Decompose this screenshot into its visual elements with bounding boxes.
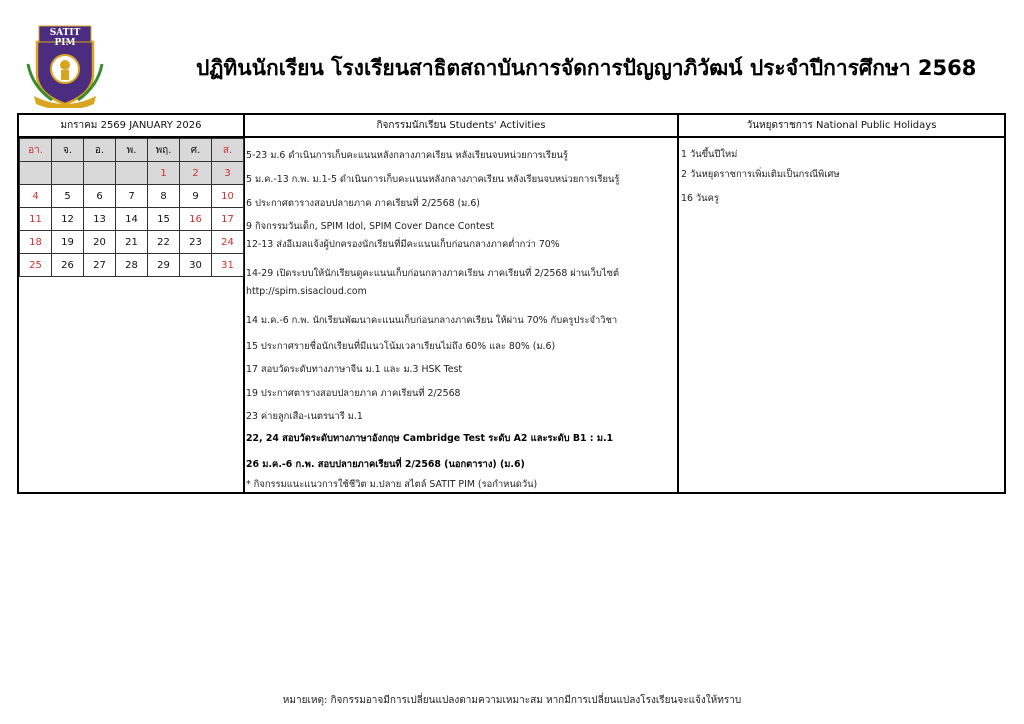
- day-cell-empty: [20, 162, 52, 185]
- day-cell: 5: [52, 185, 84, 208]
- weekday-wednesday: พ.: [116, 139, 148, 162]
- day-cell-weekend: 17: [212, 208, 244, 231]
- weekday-tuesday: อ.: [84, 139, 116, 162]
- day-cell: 30: [180, 254, 212, 277]
- week-row: [20, 254, 244, 277]
- column-divider: [677, 113, 679, 494]
- day-cell-empty: [52, 162, 84, 185]
- activity-item-bold: 26 ม.ค.-6 ก.พ. สอบปลายภาคเรียนที่ 2/2568 (นอกตาราง) (ม.6): [246, 459, 525, 470]
- weekday-sunday: อา.: [20, 139, 52, 162]
- day-cell: 9: [180, 185, 212, 208]
- holidays-header: วันหยุดราชการ National Public Holidays: [746, 120, 937, 131]
- day-cell-empty: [116, 162, 148, 185]
- day-cell: 27: [84, 254, 116, 277]
- week-row: [20, 231, 244, 254]
- day-cell: 15: [148, 208, 180, 231]
- day-cell-holiday: 16: [180, 208, 212, 231]
- activity-link: http://spim.sisacloud.com: [246, 286, 367, 297]
- day-cell: 14: [116, 208, 148, 231]
- day-cell-weekend: 3: [212, 162, 244, 185]
- activity-note: * กิจกรรมแนะแนวการใช้ชีวิต ม.ปลาย สไตล์ SATIT PIM (รอกำหนดวัน): [246, 479, 538, 490]
- day-cell-weekend: 10: [212, 185, 244, 208]
- day-cell-holiday: 1: [148, 162, 180, 185]
- activity-item: 23 ค่ายลูกเสือ-เนตรนารี ม.1: [246, 411, 363, 422]
- day-cell: 13: [84, 208, 116, 231]
- day-cell: 29: [148, 254, 180, 277]
- activity-item: 12-13 ส่งอีเมลแจ้งผู้ปกครองนักเรียนที่มีคะแนนเก็บก่อนกลางภาคต่ำกว่า 70%: [246, 239, 560, 250]
- activity-item: 6 ประกาศตารางสอบปลายภาค ภาคเรียนที่ 2/2568 (ม.6): [246, 198, 480, 209]
- day-cell-weekend: 11: [20, 208, 52, 231]
- day-cell: 19: [52, 231, 84, 254]
- day-cell: 26: [52, 254, 84, 277]
- logo-text: SATIT PIM: [49, 28, 81, 48]
- calendar-month-header: มกราคม 2569 JANUARY 2026: [60, 120, 202, 131]
- page-title: ปฏิทินนักเรียน โรงเรียนสาธิตสถาบันการจัดการปัญญาภิวัฒน์ ประจำปีการศึกษา 2568: [196, 56, 977, 80]
- day-cell: 20: [84, 231, 116, 254]
- activity-item-bold: 22, 24 สอบวัดระดับทางภาษาอังกฤษ Cambridge Test ระดับ A2 และระดับ B1 : ม.1: [246, 433, 614, 444]
- day-cell: 28: [116, 254, 148, 277]
- activity-item: 19 ประกาศตารางสอบปลายภาค ภาคเรียนที่ 2/2568: [246, 388, 461, 399]
- day-cell-weekend: 24: [212, 231, 244, 254]
- weekday-thursday: พฤ.: [148, 139, 180, 162]
- day-cell-weekend: 31: [212, 254, 244, 277]
- weekday-friday: ศ.: [180, 139, 212, 162]
- holiday-item: 1 วันขึ้นปีใหม่: [681, 149, 738, 160]
- week-row: [20, 185, 244, 208]
- day-cell: 6: [84, 185, 116, 208]
- week-row: [20, 162, 244, 185]
- day-cell-empty: [84, 162, 116, 185]
- activity-item: 5-23 ม.6 ดำเนินการเก็บคะแนนหลังกลางภาคเรียน หลังเรียนจบหน่วยการเรียนรู้: [246, 150, 568, 161]
- week-row: [20, 208, 244, 231]
- activities-header: กิจกรรมนักเรียน Students' Activities: [376, 120, 546, 131]
- day-cell: 23: [180, 231, 212, 254]
- day-cell-weekend: 25: [20, 254, 52, 277]
- holiday-item: 16 วันครู: [681, 193, 719, 204]
- day-cell: 21: [116, 231, 148, 254]
- activity-item: 17 สอบวัดระดับทางภาษาจีน ม.1 และ ม.3 HSK Test: [246, 364, 463, 375]
- activity-item: 9 กิจกรรมวันเด็ก, SPIM Idol, SPIM Cover Dance Contest: [246, 221, 495, 232]
- activity-item: 5 ม.ค.-13 ก.พ. ม.1-5 ดำเนินการเก็บคะแนนหลังกลางภาคเรียน หลังเรียนจบหน่วยการเรียนรู้: [246, 174, 620, 185]
- day-cell: 7: [116, 185, 148, 208]
- holiday-item: 2 วันหยุดราชการเพิ่มเติมเป็นกรณีพิเศษ: [681, 169, 840, 180]
- day-cell-weekend: 4: [20, 185, 52, 208]
- activity-item: 15 ประกาศรายชื่อนักเรียนที่มีแนวโน้มเวลาเรียนไม่ถึง 60% และ 80% (ม.6): [246, 341, 556, 352]
- day-cell: 12: [52, 208, 84, 231]
- footer-note: หมายเหตุ: กิจกรรมอาจมีการเปลี่ยนแปลงตามความเหมาะสม หากมีการเปลี่ยนแปลงโรงเรียนจะแจ้งให้ทราบ: [282, 695, 742, 706]
- activity-item: 14-29 เปิดระบบให้นักเรียนดูคะแนนเก็บก่อนกลางภาคเรียน ภาคเรียนที่ 2/2568 ผ่านเว็บไซต์: [246, 268, 620, 279]
- day-cell-holiday: 2: [180, 162, 212, 185]
- weekday-row: [20, 139, 244, 162]
- weekday-saturday: ส.: [212, 139, 244, 162]
- day-cell: 8: [148, 185, 180, 208]
- school-logo: [24, 24, 106, 108]
- day-cell-weekend: 18: [20, 231, 52, 254]
- month-calendar-grid: [19, 138, 244, 277]
- day-cell: 22: [148, 231, 180, 254]
- weekday-monday: จ.: [52, 139, 84, 162]
- activity-item: 14 ม.ค.-6 ก.พ. นักเรียนพัฒนาคะแนนเก็บก่อนกลางภาคเรียน ให้ผ่าน 70% กับครูประจำวิชา: [246, 315, 618, 326]
